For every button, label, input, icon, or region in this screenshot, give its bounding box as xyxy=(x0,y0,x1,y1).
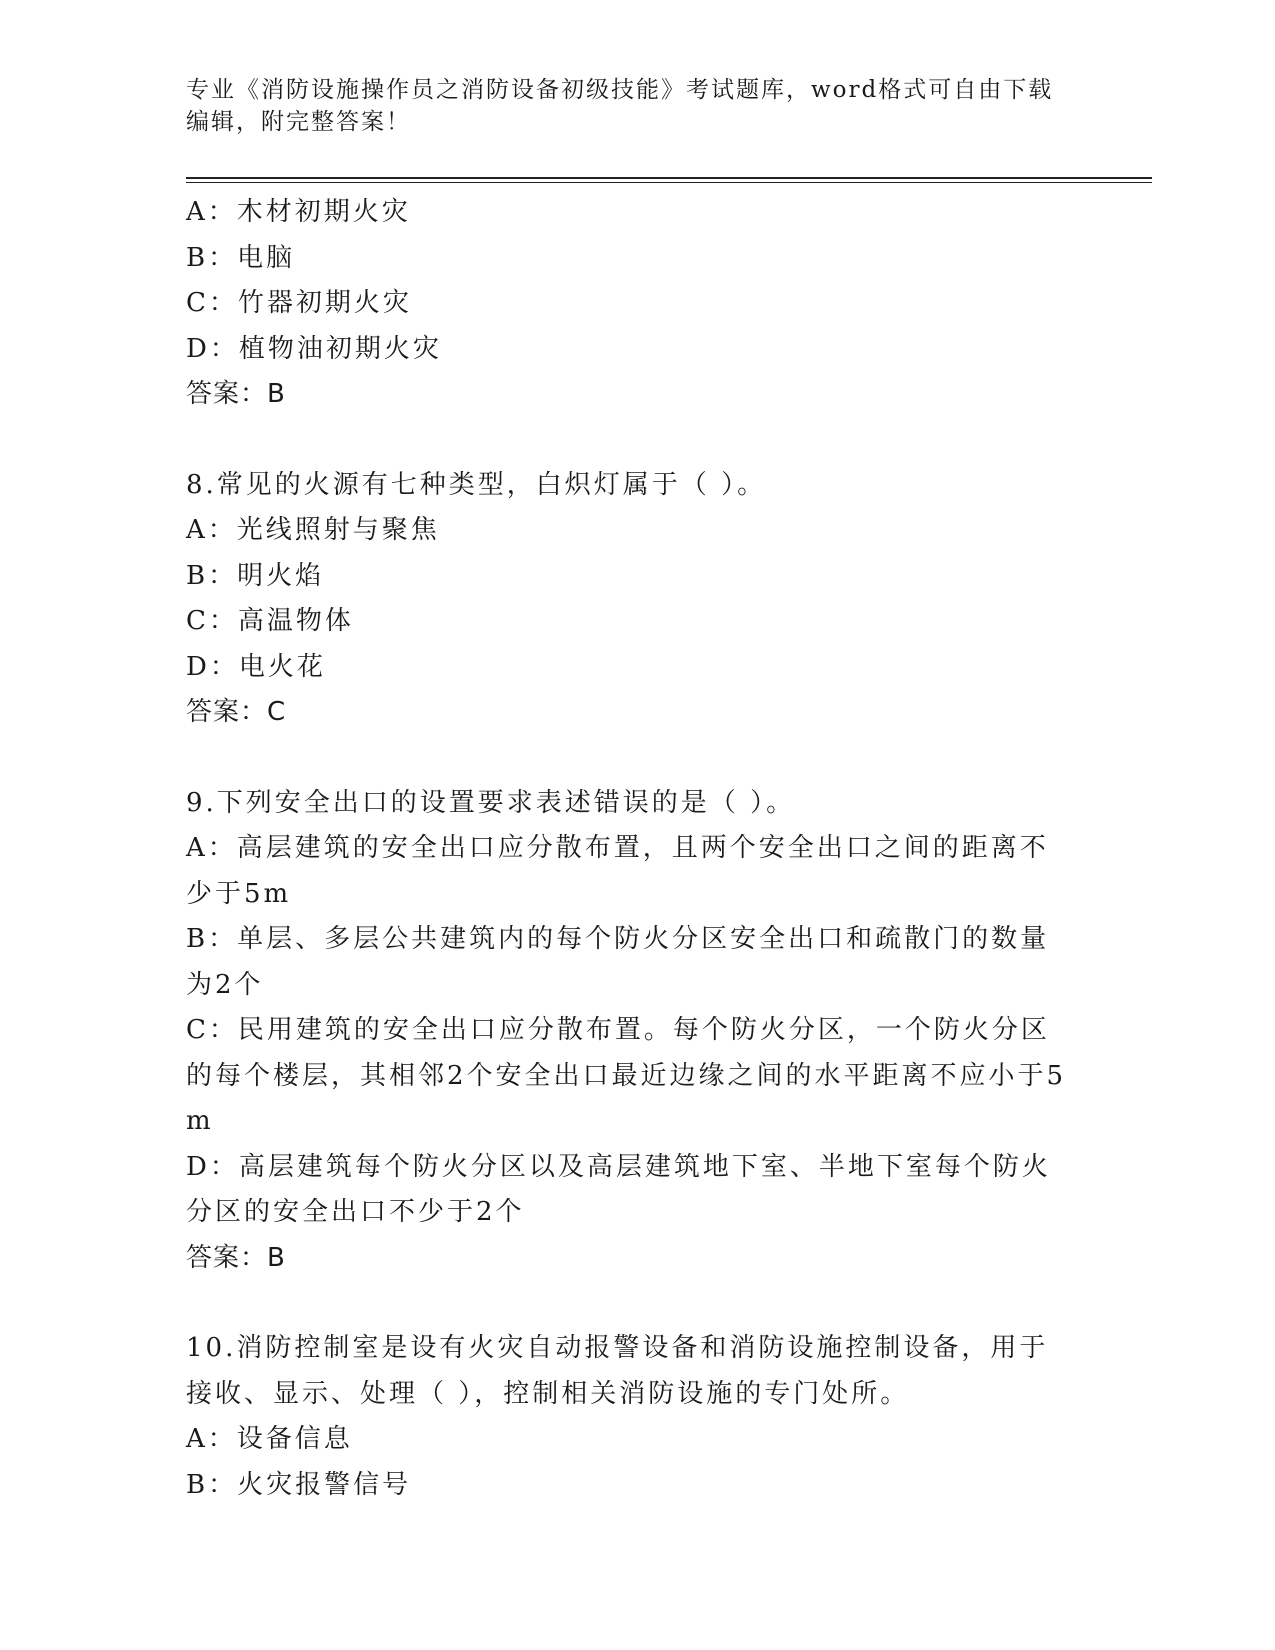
question-text: 9.下列安全出口的设置要求表述错误的是（ ）。 xyxy=(186,787,796,818)
header-rule-thin xyxy=(186,182,1152,183)
answer: 答案：B xyxy=(186,379,286,409)
option-d: D：电火花 xyxy=(186,651,326,682)
spacer xyxy=(186,1281,1076,1326)
option-b: B：单层、多层公共建筑内的每个防火分区安全出口和疏散门的数量为2个 xyxy=(186,924,1050,1000)
header-rule-thick xyxy=(186,177,1152,179)
option-a: A：木材初期火灾 xyxy=(186,197,411,227)
option-c: C：竹器初期火灾 xyxy=(186,288,412,318)
question-7 xyxy=(186,190,1076,418)
option-d: D：高层建筑每个防火分区以及高层建筑地下室、半地下室每个防火分区的安全出口不少于2个 xyxy=(186,1151,1051,1227)
question-list xyxy=(186,190,1076,1508)
question-8 xyxy=(186,463,1076,736)
question-text: 10.消防控制室是设有火灾自动报警设备和消防设施控制设备，用于接收、显示、处理（ ），控制相关消防设施的专门处所。 xyxy=(186,1333,1049,1409)
document-header: 专业《消防设施操作员之消防设备初级技能》考试题库，word格式可自由下载编辑，附完整答案！ xyxy=(186,77,1054,135)
answer: 答案：C xyxy=(186,697,287,727)
option-c: C：民用建筑的安全出口应分散布置。每个防火分区，一个防火分区的每个楼层，其相邻2个安全出口最近边缘之间的水平距离不应小于5m xyxy=(186,1015,1067,1136)
option-b: B：明火焰 xyxy=(186,560,325,591)
question-text: 8.常见的火源有七种类型，白炽灯属于（ ）。 xyxy=(186,469,767,500)
answer: 答案：B xyxy=(186,1242,286,1273)
option-a: A：光线照射与聚焦 xyxy=(186,515,440,545)
option-d: D：植物油初期火灾 xyxy=(186,333,442,364)
option-c: C：高温物体 xyxy=(186,606,354,636)
spacer xyxy=(186,736,1076,781)
option-a: A：设备信息 xyxy=(186,1424,353,1454)
spacer xyxy=(186,418,1076,463)
option-a: A：高层建筑的安全出口应分散布置，且两个安全出口之间的距离不少于5m xyxy=(186,833,1049,909)
question-9 xyxy=(186,781,1076,1282)
option-b: B：电脑 xyxy=(186,242,296,273)
question-10 xyxy=(186,1326,1076,1508)
option-b: B：火灾报警信号 xyxy=(186,1469,412,1500)
